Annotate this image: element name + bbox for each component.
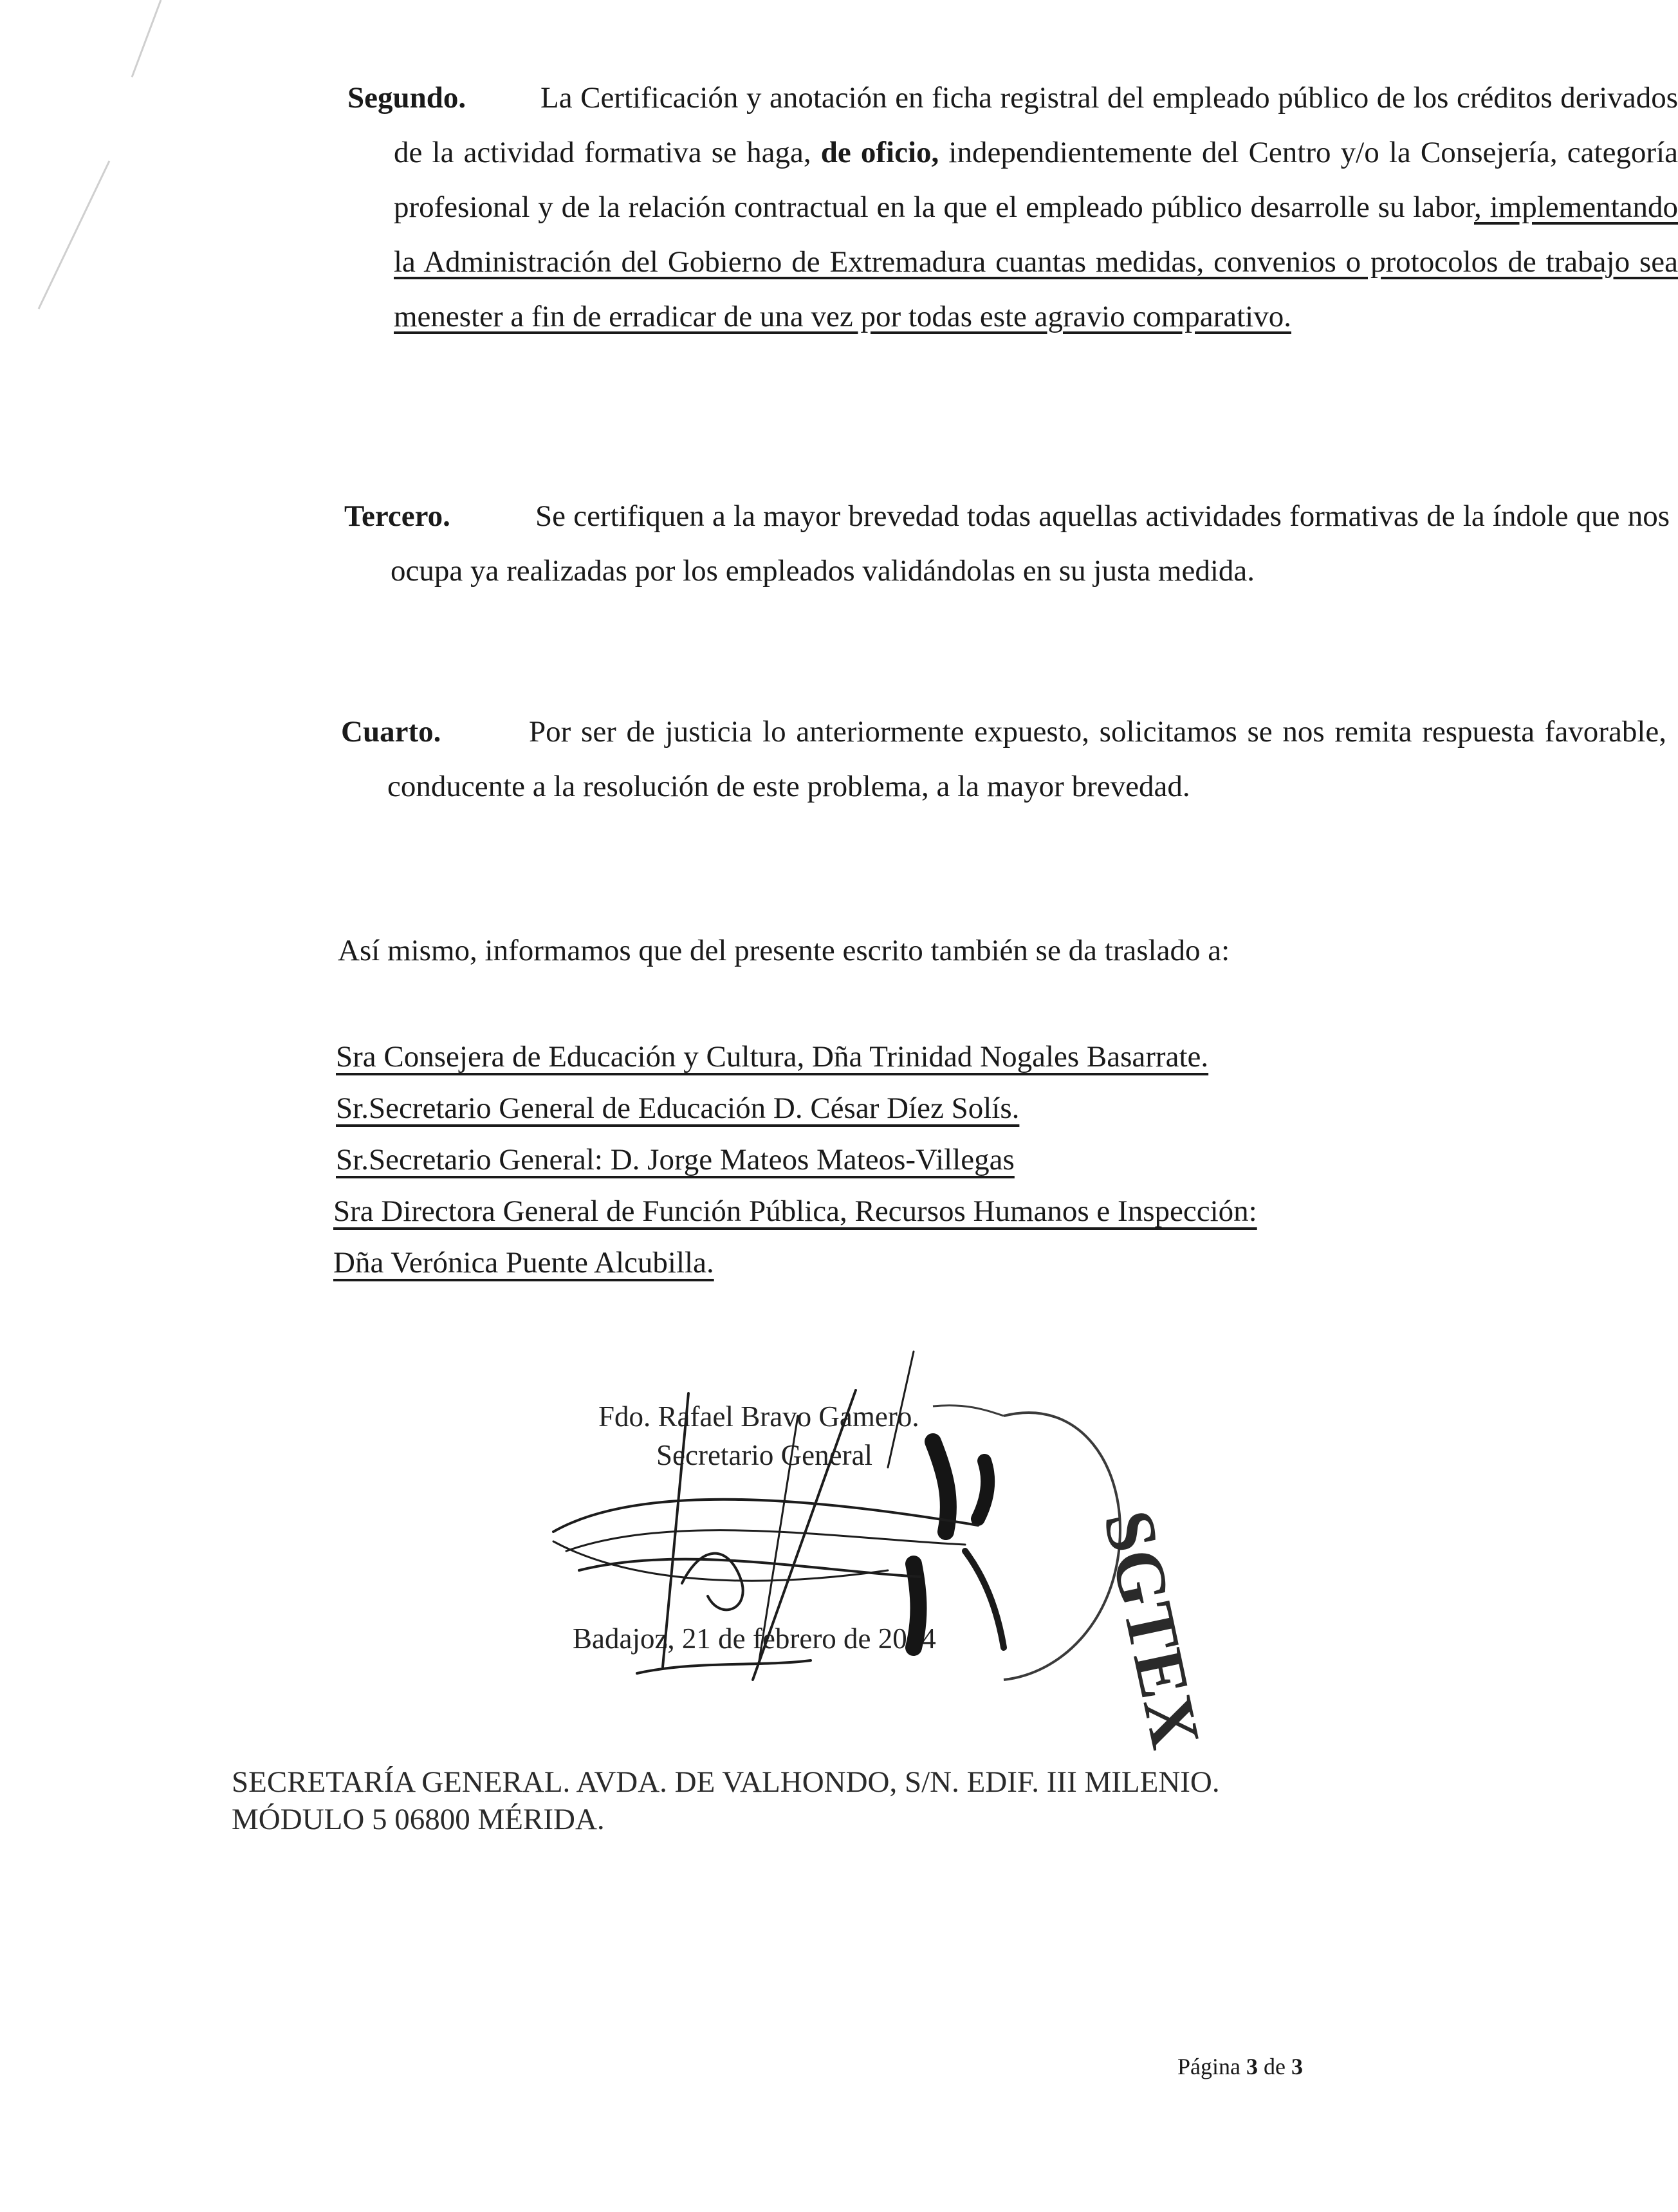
recipient-line: Sr.Secretario General de Educación D. César Díez Solís. <box>336 1092 1020 1125</box>
page-current: 3 <box>1246 2054 1258 2079</box>
signature-role: Secretario General <box>656 1439 873 1471</box>
address-line: MÓDULO 5 06800 MÉRIDA. <box>232 1803 605 1836</box>
official-stamp <box>914 1406 1215 1755</box>
section-heading: Segundo. <box>347 81 466 115</box>
section-text-underlined: , implementando la Administración del Gobierno de Extremadura cuantas medidas, convenios o protocolos de trabajo sea menester a fin de erradicar de una vez por todas este agravio comparativo. <box>394 191 1678 333</box>
page-label: Página <box>1177 2054 1240 2079</box>
recipient-line: Sra Directora General de Función Pública, Recursos Humanos e Inspección: <box>333 1194 1257 1228</box>
page-total: 3 <box>1291 2054 1303 2079</box>
section-text-bold: de oficio, <box>820 136 939 169</box>
section-heading: Tercero. <box>344 499 450 533</box>
section-text-middle: independientemente del Centro y/o la Consejería, categoría profesional y de la relación contractual en la que el empleado público desarrolle su labor <box>394 136 1678 224</box>
section-text-lead: La Certificación y anotación en ficha registral del empleado público de los créditos derivados de la actividad formativa se haga, <box>394 81 1678 169</box>
signature-name: Fdo. Rafael Bravo Gamero. <box>598 1400 919 1433</box>
page-number <box>1177 2053 1303 2080</box>
recipient-line: Dña Verónica Puente Alcubilla. <box>333 1246 714 1279</box>
section-heading: Cuarto. <box>341 715 441 748</box>
section-text: Se certifiquen a la mayor brevedad todas aquellas actividades formativas de la índole que nos ocupa ya realizadas por los empleados validándolas en su justa medida. <box>391 499 1670 588</box>
section-text: Por ser de justicia lo anteriormente expuesto, solicitamos se nos remita respuesta favorable, conducente a la resolución de este problema, a la mayor brevedad. <box>387 715 1666 803</box>
footer-address <box>232 1763 1220 1838</box>
page-of: de <box>1263 2054 1286 2079</box>
intro-text: Así mismo, informamos que del presente escrito también se da traslado a: <box>338 934 1230 967</box>
signature-place-date: Badajoz, 21 de febrero de 2014 <box>573 1622 936 1655</box>
recipient-line: Sr.Secretario General: D. Jorge Mateos Mateos-Villegas <box>336 1143 1015 1176</box>
recipient-line: Sra Consejera de Educación y Cultura, Dña Trinidad Nogales Basarrate. <box>336 1040 1209 1073</box>
address-line: SECRETARÍA GENERAL. AVDA. DE VALHONDO, S/N. EDIF. III MILENIO. <box>232 1765 1220 1799</box>
stamp-text: SGTEX <box>1089 1503 1216 1755</box>
